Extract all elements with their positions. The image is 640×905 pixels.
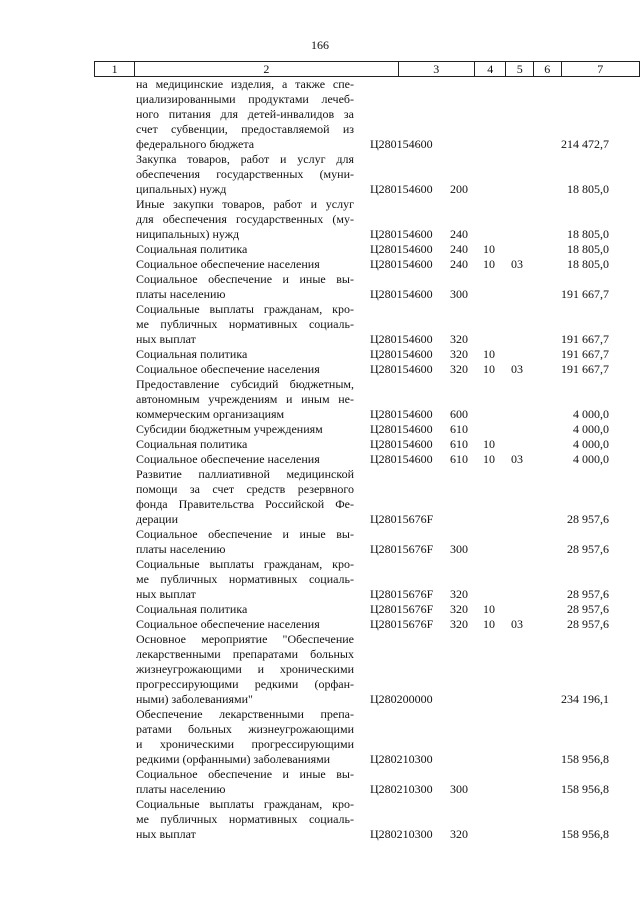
amount: 158 956,8	[561, 827, 609, 841]
target-article-code: Ц280154600	[370, 182, 433, 196]
subsection-code: 03	[511, 617, 523, 631]
amount: 191 667,7	[561, 332, 609, 346]
target-article-code: Ц280154600	[370, 227, 433, 241]
expense-type-code: 240	[450, 242, 468, 256]
header-col-3: 3	[398, 62, 474, 77]
header-col-2: 2	[135, 62, 398, 77]
target-article-code: Ц280154600	[370, 437, 433, 451]
target-article-code: Ц280200000	[370, 692, 433, 706]
target-article-code: Ц28015676F	[370, 512, 434, 526]
description-line: на медицинские изделия, а также спе-	[136, 77, 354, 91]
table-row	[0, 152, 640, 197]
expense-type-code: 320	[450, 362, 468, 376]
expense-type-code: 200	[450, 182, 468, 196]
description-line: Социальное обеспечение и иные вы-	[136, 527, 354, 541]
description-line: ципальных) нужд	[136, 182, 227, 196]
column-number-header	[94, 61, 640, 77]
header-col-7: 7	[561, 62, 639, 77]
row-description	[136, 437, 354, 452]
target-article-code: Ц280154600	[370, 407, 433, 421]
table-row	[0, 347, 640, 362]
description-line: Субсидии бюджетным учреждениям	[136, 422, 323, 436]
table-row	[0, 602, 640, 617]
header-col-6: 6	[534, 62, 562, 77]
description-line: Развитие паллиативной медицинской	[136, 467, 354, 481]
description-line: ниципальных) нужд	[136, 227, 240, 241]
row-description	[136, 377, 354, 422]
row-description	[136, 767, 354, 797]
target-article-code: Ц280154600	[370, 137, 433, 151]
amount: 158 956,8	[561, 782, 609, 796]
description-line: Социальная политика	[136, 347, 248, 361]
section-code: 10	[483, 242, 495, 256]
expense-type-code: 320	[450, 587, 468, 601]
amount: 18 805,0	[567, 182, 609, 196]
section-code: 10	[483, 347, 495, 361]
description-line: Иные закупки товаров, работ и услуг	[136, 197, 354, 211]
target-article-code: Ц28015676F	[370, 587, 434, 601]
table-row	[0, 527, 640, 557]
description-line: платы населению	[136, 542, 226, 556]
amount: 18 805,0	[567, 242, 609, 256]
description-line: циализированными продуктами лечеб-	[136, 92, 354, 106]
table-row	[0, 272, 640, 302]
description-line: счет субвенции, предоставляемой из	[136, 122, 354, 136]
subsection-code: 03	[511, 452, 523, 466]
section-code: 10	[483, 452, 495, 466]
target-article-code: Ц280210300	[370, 782, 433, 796]
expense-type-code: 240	[450, 227, 468, 241]
row-description	[136, 617, 354, 632]
amount: 28 957,6	[567, 542, 609, 556]
description-line: фонда Правительства Российской Фе-	[136, 497, 354, 511]
row-description	[136, 467, 354, 527]
row-description	[136, 242, 354, 257]
row-description	[136, 557, 354, 602]
amount: 28 957,6	[567, 512, 609, 526]
description-line: ного питания для детей-инвалидов за	[136, 107, 354, 121]
description-line: федерального бюджета	[136, 137, 255, 151]
target-article-code: Ц280154600	[370, 257, 433, 271]
description-line: для обеспечения государственных (му-	[136, 212, 354, 226]
section-code: 10	[483, 602, 495, 616]
amount: 28 957,6	[567, 602, 609, 616]
description-line: ме публичных нормативных социаль-	[136, 572, 354, 586]
description-line: ме публичных нормативных социаль-	[136, 812, 354, 826]
target-article-code: Ц280154600	[370, 452, 433, 466]
table-row	[0, 362, 640, 377]
header-col-4: 4	[475, 62, 506, 77]
row-description	[136, 77, 354, 152]
section-code: 10	[483, 362, 495, 376]
description-line: ных выплат	[136, 587, 196, 601]
description-line: ме публичных нормативных социаль-	[136, 317, 354, 331]
row-description	[136, 452, 354, 467]
table-row	[0, 302, 640, 347]
table-row	[0, 377, 640, 422]
description-line: Социальное обеспечение населения	[136, 257, 320, 271]
row-description	[136, 797, 354, 842]
expense-type-code: 610	[450, 422, 468, 436]
row-description	[136, 707, 354, 767]
amount: 191 667,7	[561, 347, 609, 361]
amount: 18 805,0	[567, 257, 609, 271]
section-code: 10	[483, 257, 495, 271]
description-line: платы населению	[136, 287, 226, 301]
target-article-code: Ц280154600	[370, 362, 433, 376]
description-line: дерации	[136, 512, 179, 526]
table-row	[0, 632, 640, 707]
row-description	[136, 257, 354, 272]
subsection-code: 03	[511, 362, 523, 376]
description-line: лекарственными препаратами больных	[136, 647, 354, 661]
target-article-code: Ц280154600	[370, 332, 433, 346]
amount: 191 667,7	[561, 362, 609, 376]
description-line: Социальные выплаты гражданам, кро-	[136, 302, 354, 316]
description-line: Закупка товаров, работ и услуг для	[136, 152, 354, 166]
row-description	[136, 362, 354, 377]
description-line: Социальные выплаты гражданам, кро-	[136, 557, 354, 571]
description-line: Социальное обеспечение населения	[136, 362, 320, 376]
description-line: обеспечения государственных (муни-	[136, 167, 354, 181]
table-row	[0, 197, 640, 242]
table-row	[0, 257, 640, 272]
expense-type-code: 320	[450, 347, 468, 361]
expense-type-code: 320	[450, 617, 468, 631]
amount: 28 957,6	[567, 617, 609, 631]
amount: 158 956,8	[561, 752, 609, 766]
description-line: прогрессирующими редкими (орфан-	[136, 677, 354, 691]
expense-type-code: 300	[450, 542, 468, 556]
description-line: Социальная политика	[136, 437, 248, 451]
target-article-code: Ц280210300	[370, 752, 433, 766]
target-article-code: Ц280154600	[370, 422, 433, 436]
target-article-code: Ц28015676F	[370, 602, 434, 616]
description-line: ратами больных жизнеугрожающими	[136, 722, 354, 736]
target-article-code: Ц280154600	[370, 242, 433, 256]
table-row	[0, 767, 640, 797]
row-description	[136, 422, 354, 437]
row-description	[136, 632, 354, 707]
row-description	[136, 272, 354, 302]
description-line: редкими (орфанными) заболеваниями	[136, 752, 331, 766]
amount: 4 000,0	[573, 452, 609, 466]
description-line: Социальное обеспечение и иные вы-	[136, 272, 354, 286]
expense-type-code: 320	[450, 602, 468, 616]
description-line: Обеспечение лекарственными препа-	[136, 707, 354, 721]
target-article-code: Ц28015676F	[370, 542, 434, 556]
section-code: 10	[483, 617, 495, 631]
amount: 191 667,7	[561, 287, 609, 301]
table-row	[0, 77, 640, 152]
table-row	[0, 797, 640, 842]
table-row	[0, 452, 640, 467]
table-row	[0, 617, 640, 632]
table-row	[0, 707, 640, 767]
table-row	[0, 242, 640, 257]
description-line: Социальная политика	[136, 602, 248, 616]
row-description	[136, 527, 354, 557]
expense-type-code: 320	[450, 332, 468, 346]
description-line: и хроническими прогрессирующими	[136, 737, 354, 751]
description-line: Социальное обеспечение и иные вы-	[136, 767, 354, 781]
description-line: помощи за счет средств резервного	[136, 482, 354, 496]
target-article-code: Ц280154600	[370, 287, 433, 301]
expense-type-code: 600	[450, 407, 468, 421]
amount: 4 000,0	[573, 437, 609, 451]
description-line: Социальное обеспечение населения	[136, 452, 320, 466]
amount: 234 196,1	[561, 692, 609, 706]
description-line: ных выплат	[136, 332, 196, 346]
target-article-code: Ц280154600	[370, 347, 433, 361]
row-description	[136, 302, 354, 347]
row-description	[136, 197, 354, 242]
amount: 28 957,6	[567, 587, 609, 601]
description-line: Социальные выплаты гражданам, кро-	[136, 797, 354, 811]
target-article-code: Ц280210300	[370, 827, 433, 841]
description-line: коммерческим организациям	[136, 407, 285, 421]
table-row	[0, 467, 640, 527]
description-line: Предоставление субсидий бюджетным,	[136, 377, 354, 391]
description-line: Социальное обеспечение населения	[136, 617, 320, 631]
amount: 214 472,7	[561, 137, 609, 151]
target-article-code: Ц28015676F	[370, 617, 434, 631]
description-line: ных выплат	[136, 827, 196, 841]
table-row	[0, 422, 640, 437]
amount: 18 805,0	[567, 227, 609, 241]
expense-type-code: 610	[450, 452, 468, 466]
amount: 4 000,0	[573, 422, 609, 436]
table-row	[0, 557, 640, 602]
row-description	[136, 152, 354, 197]
expense-type-code: 320	[450, 827, 468, 841]
description-line: ными) заболеваниями"	[136, 692, 253, 706]
amount: 4 000,0	[573, 407, 609, 421]
description-line: жизнеугрожающими и хроническими	[136, 662, 354, 676]
header-col-5: 5	[506, 62, 534, 77]
table-row	[0, 437, 640, 452]
description-line: Основное мероприятие "Обеспечение	[136, 632, 354, 646]
description-line: автономным учреждениям и иным не-	[136, 392, 354, 406]
expense-type-code: 240	[450, 257, 468, 271]
section-code: 10	[483, 437, 495, 451]
expense-type-code: 300	[450, 287, 468, 301]
page-number: 166	[311, 38, 329, 52]
header-col-1: 1	[95, 62, 135, 77]
row-description	[136, 602, 354, 617]
expense-type-code: 610	[450, 437, 468, 451]
row-description	[136, 347, 354, 362]
description-line: платы населению	[136, 782, 226, 796]
expense-type-code: 300	[450, 782, 468, 796]
description-line: Социальная политика	[136, 242, 248, 256]
subsection-code: 03	[511, 257, 523, 271]
